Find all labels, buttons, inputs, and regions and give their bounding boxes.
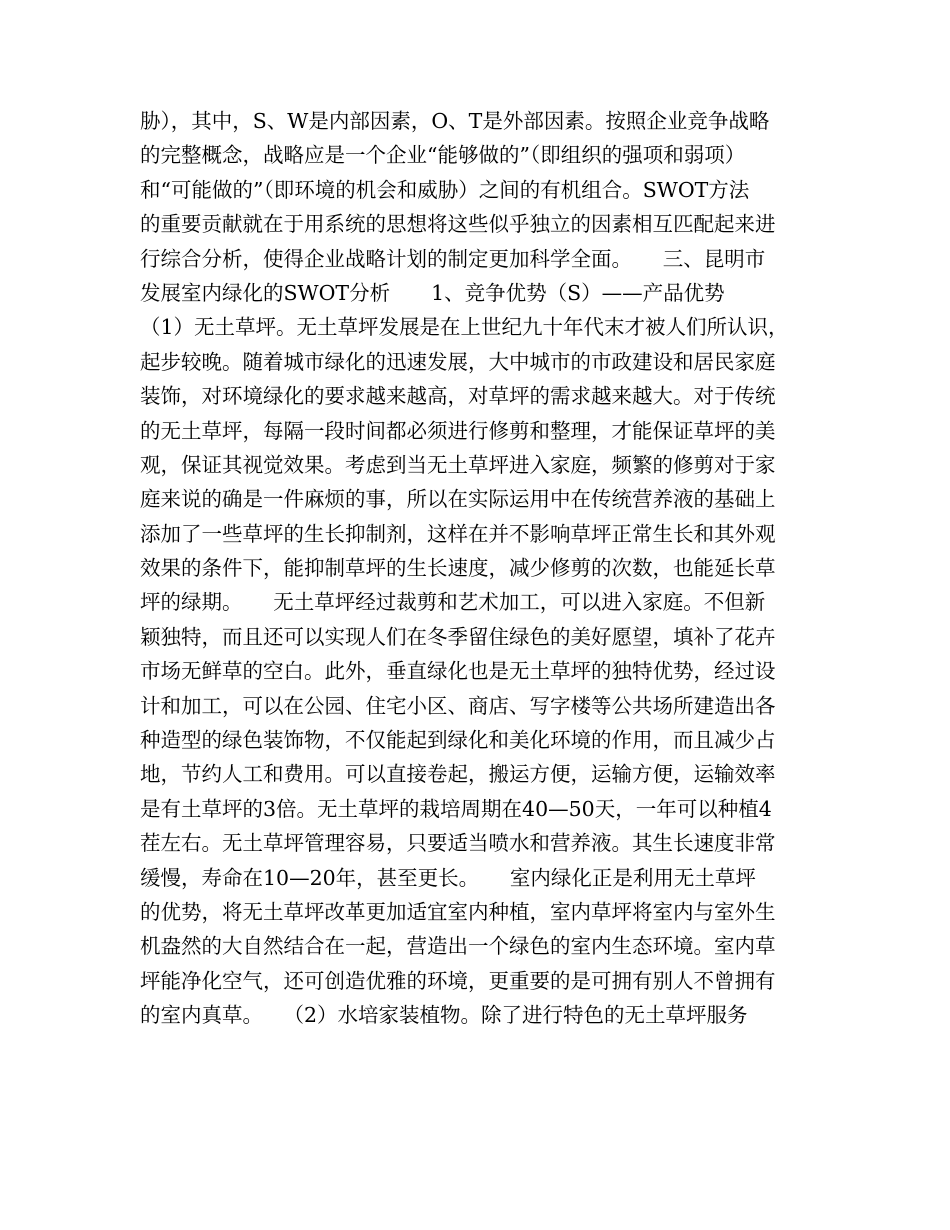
text-line: 坪的绿期。 无土草坪经过裁剪和艺术加工，可以进入家庭。不但新 [140,590,766,615]
text-line: 起步较晚。随着城市绿化的迅速发展，大中城市的市政建设和居民家庭 [140,349,776,374]
text-line: 坪能净化空气，还可创造优雅的环境，更重要的是可拥有别人不曾拥有 [140,968,776,993]
text-line: 地，节约人工和费用。可以直接卷起，搬运方便，运输方便，运输效率 [140,762,776,787]
text-line: 胁），其中，S、W是内部因素，O、T是外部因素。按照企业竞争战略 [140,109,770,133]
text-line: 机盎然的大自然结合在一起，营造出一个绿色的室内生态环境。室内草 [140,934,776,959]
text-line: 的优势，将无土草坪改革更加适宜室内种植，室内草坪将室内与室外生 [140,899,776,924]
text-line: 的重要贡献就在于用系统的思想将这些似乎独立的因素相互匹配起来进 [140,212,776,237]
text-line: 计和加工，可以在公园、住宅小区、商店、写字楼等公共场所建造出各 [140,693,776,718]
text-line: 的完整概念，战略应是一个企业“能够做的”（即组织的强项和弱项） [140,143,746,168]
text-line: 发展室内绿化的SWOT分析 1、竞争优势（S）——产品优势 [140,280,725,305]
text-line: 市场无鲜草的空白。此外，垂直绿化也是无土草坪的独特优势，经过设 [140,659,776,684]
text-line: 行综合分析，使得企业战略计划的制定更加科学全面。 三、昆明市 [140,246,766,271]
text-line: 颖独特，而且还可以实现人们在冬季留住绿色的美好愿望，填补了花卉 [140,624,776,649]
text-line: 的无土草坪，每隔一段时间都必须进行修剪和整理，才能保证草坪的美 [140,418,776,443]
body-text [140,104,820,1033]
text-line: 缓慢，寿命在10—20年，甚至更长。 室内绿化正是利用无土草坪 [140,865,756,890]
text-line: 添加了一些草坪的生长抑制剂，这样在并不影响草坪正常生长和其外观 [140,521,776,546]
text-line: 茬左右。无土草坪管理容易，只要适当喷水和营养液。其生长速度非常 [140,831,776,856]
text-line: 效果的条件下，能抑制草坪的生长速度，减少修剪的次数，也能延长草 [140,556,776,581]
text-line: 装饰，对环境绿化的要求越来越高，对草坪的需求越来越大。对于传统 [140,384,776,409]
text-line: 的室内真草。 （2）水培家装植物。除了进行特色的无土草坪服务 [140,1003,748,1028]
text-line: 和“可能做的”（即环境的机会和威胁）之间的有机组合。SWOT方法 [140,177,750,202]
text-line: 观，保证其视觉效果。考虑到当无土草坪进入家庭，频繁的修剪对于家 [140,452,776,477]
text-line: 种造型的绿色装饰物，不仅能起到绿化和美化环境的作用，而且减少占 [140,728,776,753]
text-line: （1）无土草坪。无土草坪发展是在上世纪九十年代末才被人们所认识， [140,315,789,340]
text-line: 是有土草坪的3倍。无土草坪的栽培周期在40—50天，一年可以种植4 [140,796,772,821]
text-line: 庭来说的确是一件麻烦的事，所以在实际运用中在传统营养液的基础上 [140,487,776,512]
